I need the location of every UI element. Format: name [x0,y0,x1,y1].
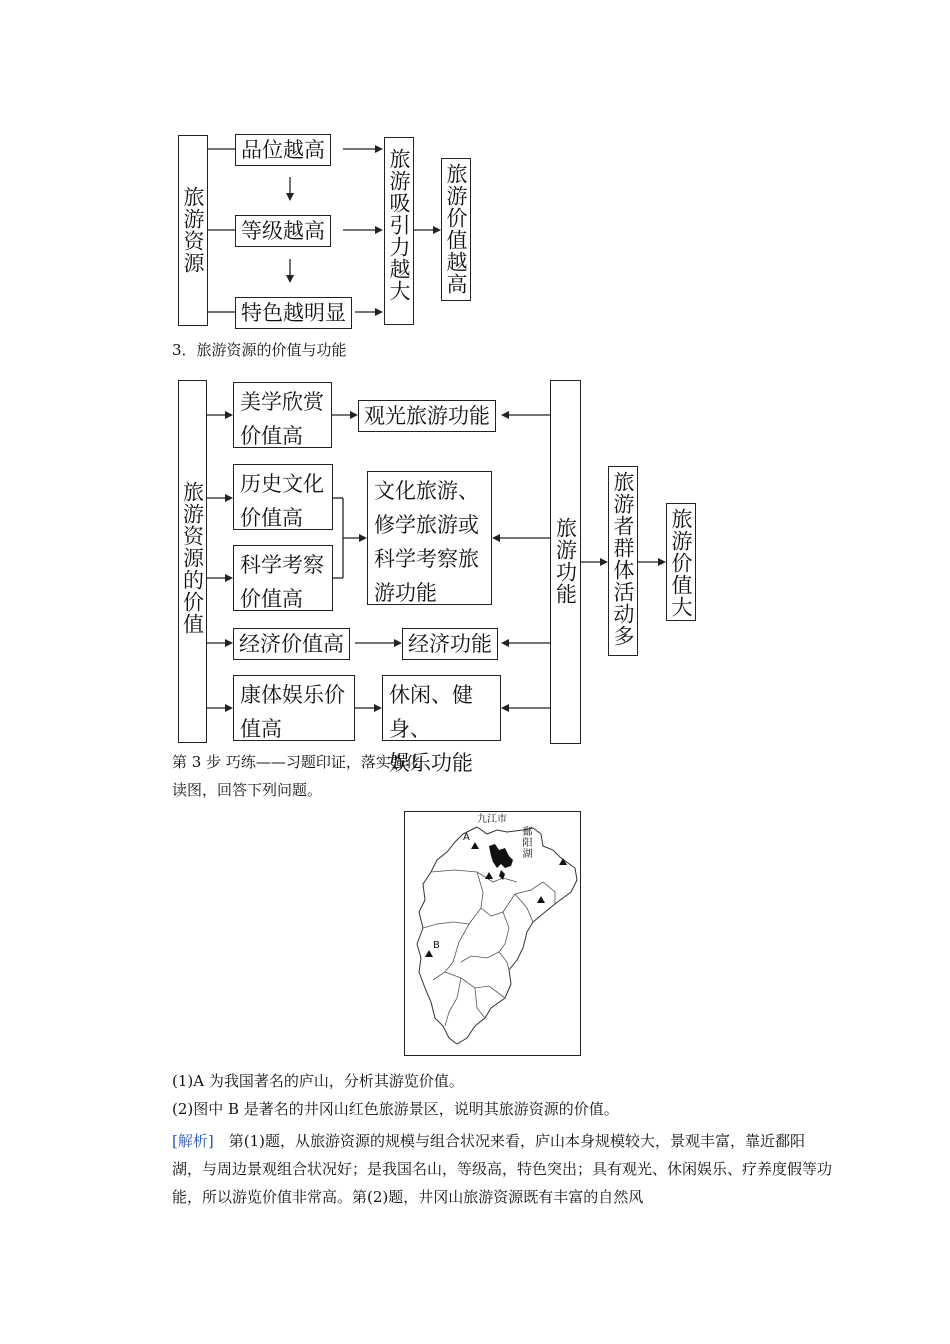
step-grade-higher: 品位越高 [235,134,331,166]
step3-heading: 第 3 步 巧练——习题印证，落实强化 [172,753,421,771]
tourism-value-large-box: 旅游价值大 [666,503,696,621]
step-feature-distinct: 特色越明显 [235,297,352,329]
analysis-tag: [解析] [172,1132,214,1150]
mountain-center-icon [485,872,493,879]
value-aesthetic: 美学欣赏 价值高 [233,382,332,448]
analysis-text: 第(1)题，从旅游资源的规模与组合状况来看，庐山本身规模较大，景观丰富，靠近鄱阳湖，与周边景观组合状况好；是我国名山，等级高，特色突出；具有观光、休闲娱乐、疗养度假等功能，所以游览价值非常高。第(2)题，井冈山旅游资源既有丰富的自然风 [172,1132,833,1206]
question-1: (1)A 为我国著名的庐山，分析其游览价值。 [172,1072,464,1090]
lake-label-poyang: 鄱阳湖 [520,826,531,859]
mountain-b-icon [425,950,433,957]
value-science: 科学考察 价值高 [233,545,333,611]
value-history-culture: 历史文化 价值高 [233,464,333,530]
question-2: (2)图中 B 是著名的井冈山红色旅游景区，说明其旅游资源的价值。 [172,1100,619,1118]
jiangxi-map [404,811,581,1056]
function-economic: 经济功能 [402,628,498,660]
analysis-paragraph [172,1127,832,1211]
attraction-larger-box: 旅游吸引力越大 [384,137,414,325]
function-culture-study: 文化旅游、 修学旅游或 科学考察旅 游功能 [367,471,492,605]
tourist-crowd-box: 旅游者群体活动多 [608,466,638,656]
point-label-b: B [433,940,440,951]
tourism-value-higher-box: 旅游价值越高 [441,158,471,301]
mountain-e-icon [537,896,545,903]
map-instruction: 读图，回答下列问题。 [172,781,323,799]
section-3-title: 3．旅游资源的价值与功能 [172,341,347,359]
step-level-higher: 等级越高 [235,215,331,247]
city-label-jiujiang: 九江市 [477,814,507,825]
tourism-resource-label: 旅游资源 [178,135,208,326]
value-economic: 经济价值高 [233,628,350,660]
map-svg [405,812,580,1055]
tourism-function-label: 旅游功能 [550,380,581,744]
value-recreation: 康体娱乐价 值高 [233,675,355,741]
function-sightseeing: 观光旅游功能 [358,400,496,432]
point-label-a: A [463,832,470,843]
poyang-lake [489,844,513,868]
resource-value-label: 旅游资源的价值 [178,380,207,743]
function-leisure: 休闲、健身、 娱乐功能 [382,675,501,741]
mountain-a-icon [471,842,479,849]
